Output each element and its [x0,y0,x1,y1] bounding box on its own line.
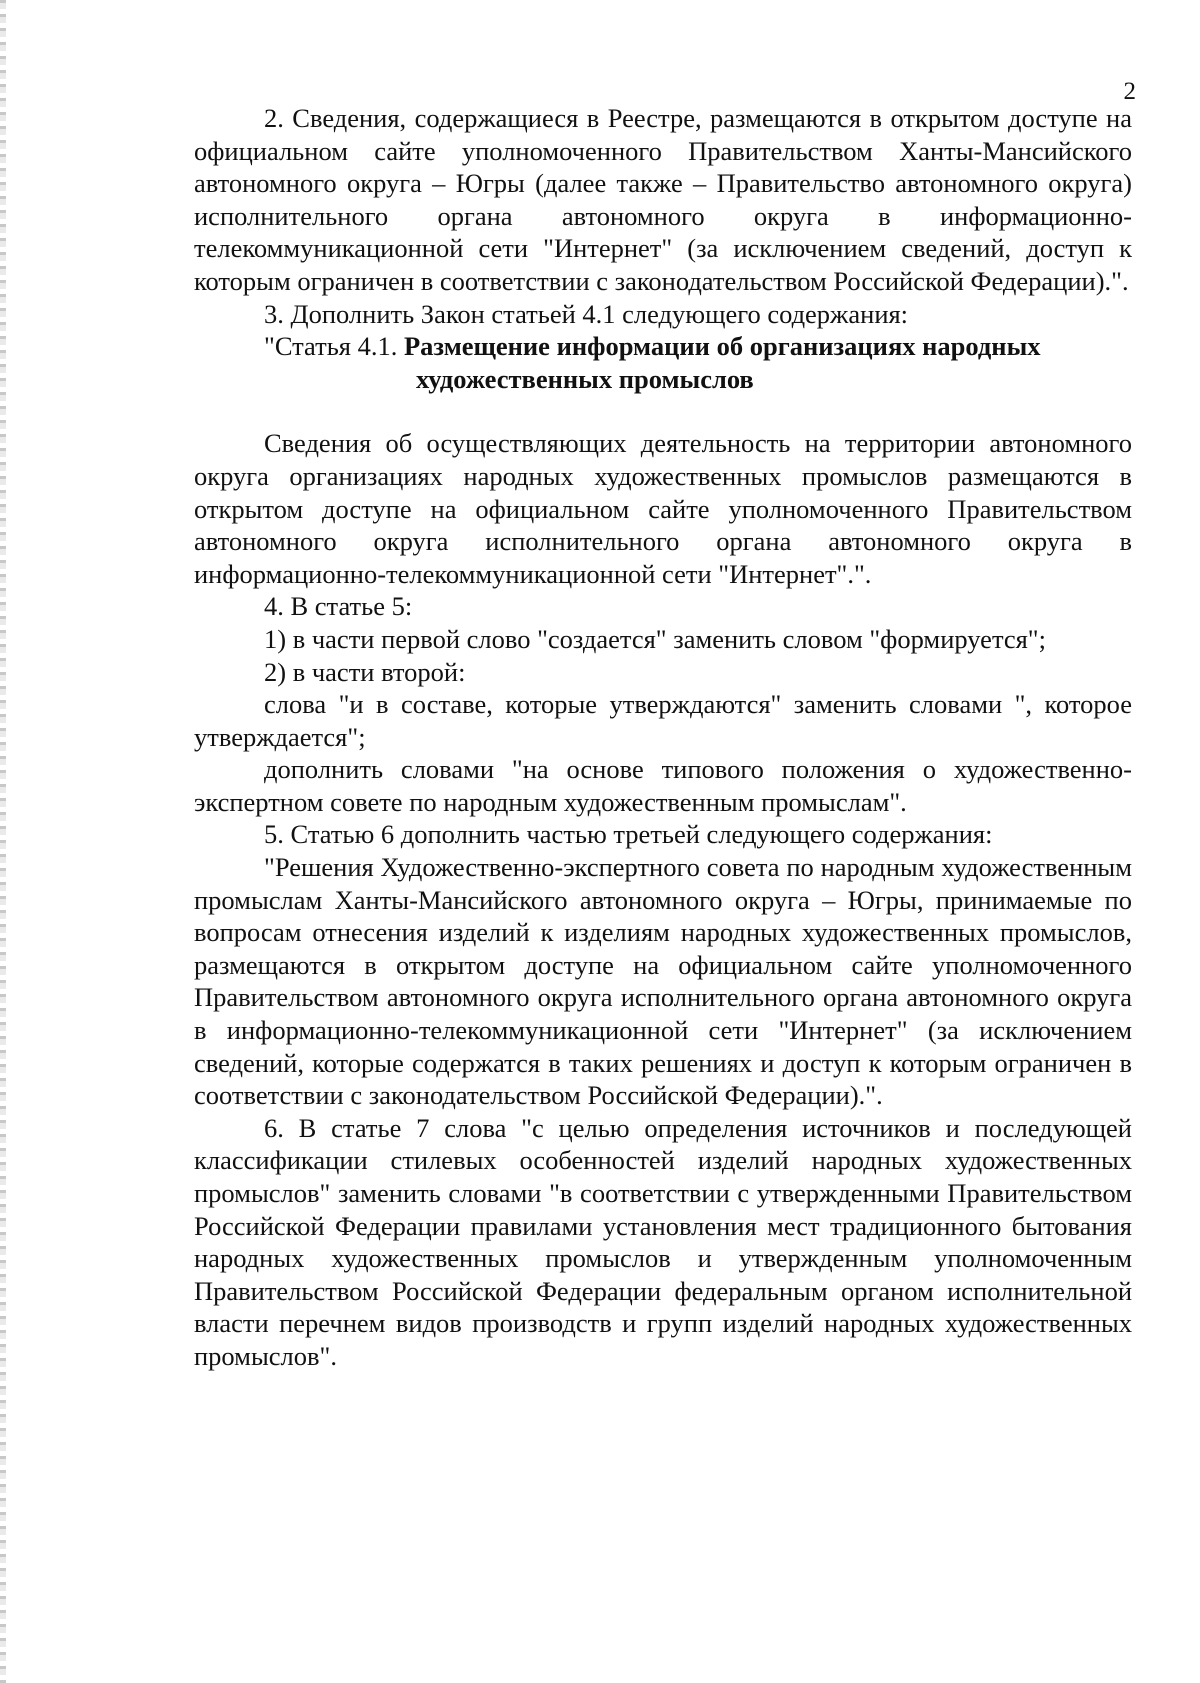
paragraph-4: 4. В статье 5: [264,591,413,622]
paragraph-2: 2. Сведения, содержащиеся в Реестре, размещаются в открытом доступе на официальном сайте уполномоченного Правительством Ханты-Мансийского автономного округа – Югры (далее также – Правительство автономного округа) исполнительного органа автономного округа в информационно-телекоммуникационной сети "Интернет" (за исключением сведений, доступ к которым ограничен в соответствии с законодательством Российской Федерации).". [194,103,1132,296]
spacer [194,395,1132,427]
paragraph-6: 6. В статье 7 слова "с целью определения источников и последующей классификации стилевых особенностей изделий народных художественных промыслов" заменить словами "в соответствии с утвержденными Правительством Российской Федерации правилами установления мест традиционного бытования народных художественных промыслов и утвержденным уполномоченным Правительством Российской Федерации федеральным органом исполнительной власти перечнем видов производств и групп изделий народных художественных промыслов". [194,1112,1132,1371]
article-heading-title-continued: художественных промыслов [416,363,754,394]
scan-edge [0,0,6,1683]
page-number: 2 [1123,78,1136,105]
paragraph-5: 5. Статью 6 дополнить частью третьей следующего содержания: [264,819,993,850]
document-body [194,102,1132,1373]
paragraph-4-item-2: 2) в части второй: [264,656,466,687]
article-body: Сведения об осуществляющих деятельность на территории автономного округа организациях народных художественных промыслов размещаются в открытом доступе на официальном сайте уполномоченного Правительством автономного округа исполнительного органа автономного округа в информационно-телекоммуникационной сети "Интернет".". [194,428,1132,589]
article-heading-title: Размещение информации об организациях народных [403,331,1041,362]
paragraph-4-item-1: 1) в части первой слово "создается" заменить словом "формируется"; [264,623,1046,654]
article-heading-number: "Статья 4.1. [264,331,404,362]
paragraph-3: 3. Дополнить Закон статьей 4.1 следующего содержания: [264,298,909,329]
paragraph-5-quote: "Решения Художественно-экспертного совета по народным художественным промыслам Ханты-Мансийского автономного округа – Югры, принимаемые по вопросам отнесения изделий к изделиям народных художественных промыслов, размещаются в открытом доступе на официальном сайте уполномоченного Правительством автономного округа исполнительного органа автономного округа в информационно-телекоммуникационной сети "Интернет" (за исключением сведений, которые содержатся в таких решениях и доступ к которым ограничен в соответствии с законодательством Российской Федерации).". [194,852,1132,1111]
article-heading [194,330,1132,363]
paragraph-4-item-2-b: дополнить словами "на основе типового положения о художественно-экспертном совете по народным художественным промыслам". [194,754,1132,817]
paragraph-4-item-2-a: слова "и в составе, которые утверждаются" заменить словами ", которое утверждается"; [194,689,1132,752]
